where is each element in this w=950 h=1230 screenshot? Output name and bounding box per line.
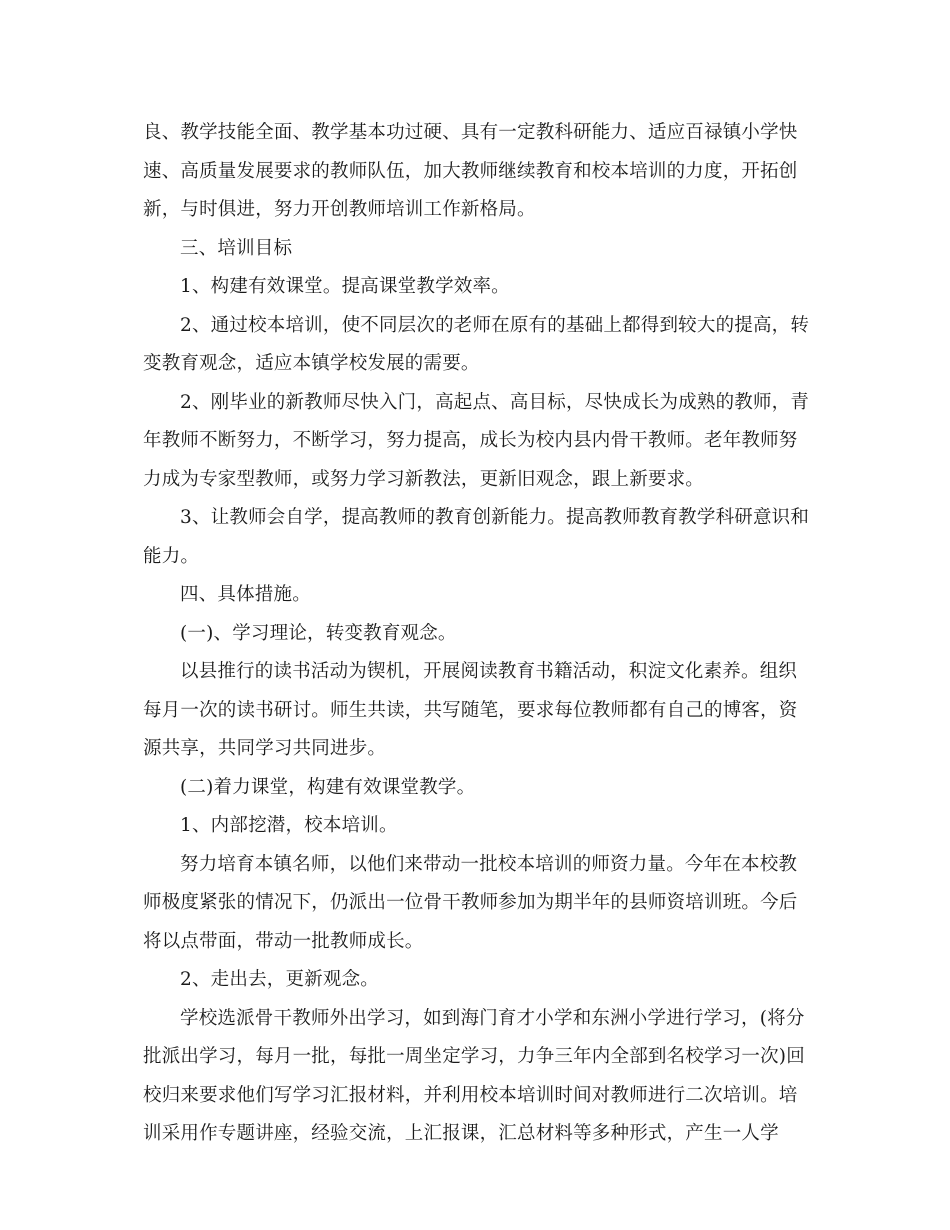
text-line: 新，与时俱进，努力开创教师培训工作新格局。: [143, 199, 536, 220]
text-line: 师极度紧张的情况下，仍派出一位骨干教师参加为期半年的县师资培训班。今后: [143, 892, 798, 913]
text-line: 力成为专家型教师，或努力学习新教法，更新旧观念，跟上新要求。: [143, 468, 705, 490]
text-line: 源共享，共同学习共同进步。: [143, 738, 387, 759]
text-line: (一)、学习理论，转变教育观念。: [180, 622, 457, 644]
text-line: 1、内部挖潜，校本培训。: [180, 815, 398, 836]
text-line: 变教育观念，适应本镇学校发展的需要。: [143, 353, 480, 374]
text-line: 每月一次的读书研讨。师生共读，共写随笔，要求每位教师都有自己的博客，资: [143, 699, 798, 721]
text-line: 学校选派骨干教师外出学习，如到海门育才小学和东洲小学进行学习，(将分: [180, 1007, 805, 1029]
text-line: 能力。: [143, 545, 200, 567]
text-line: 良、教学技能全面、教学基本功过硬、具有一定教科研能力、适应百禄镇小学快: [143, 122, 798, 143]
text-line: 速、高质量发展要求的教师队伍，加大教师继续教育和校本培训的力度，开拓创: [143, 160, 798, 182]
text-line: 四、具体措施。: [180, 584, 311, 605]
text-line: 批派出学习，每月一批，每批一周坐定学习，力争三年内全部到名校学习一次)回: [143, 1046, 805, 1067]
text-line: 2、通过校本培训，使不同层次的老师在原有的基础上都得到较大的提高，转: [180, 314, 810, 336]
text-line: 训采用作专题讲座，经验交流，上汇报课，汇总材料等多种形式，产生一人学: [143, 1123, 779, 1144]
text-line: (二)着力课堂，构建有效课堂教学。: [180, 776, 476, 798]
text-line: 努力培育本镇名师，以他们来带动一批校本培训的师资力量。今年在本校教: [180, 853, 798, 875]
text-line: 1、构建有效课堂。提高课堂教学效率。: [180, 276, 510, 297]
text-line: 2、刚毕业的新教师尽快入门，高起点、高目标，尽快成长为成熟的教师，青: [180, 391, 810, 413]
text-line: 年教师不断努力，不断学习，努力提高，成长为校内县内骨干教师。老年教师努: [143, 430, 798, 451]
text-line: 将以点带面，带动一批教师成长。: [143, 930, 424, 952]
text-line: 3、让教师会自学，提高教师的教育创新能力。提高教师教育教学科研意识和: [180, 507, 810, 528]
text-line: 三、培训目标: [180, 237, 293, 259]
document-body: [143, 114, 810, 1154]
text-line: 2、走出去，更新观念。: [180, 969, 379, 990]
text-line: 以县推行的读书活动为锲机，开展阅读教育书籍活动，积淀文化素养。组织: [180, 661, 798, 682]
text-line: 校归来要求他们写学习汇报材料，并利用校本培训时间对教师进行二次培训。培: [143, 1084, 798, 1106]
